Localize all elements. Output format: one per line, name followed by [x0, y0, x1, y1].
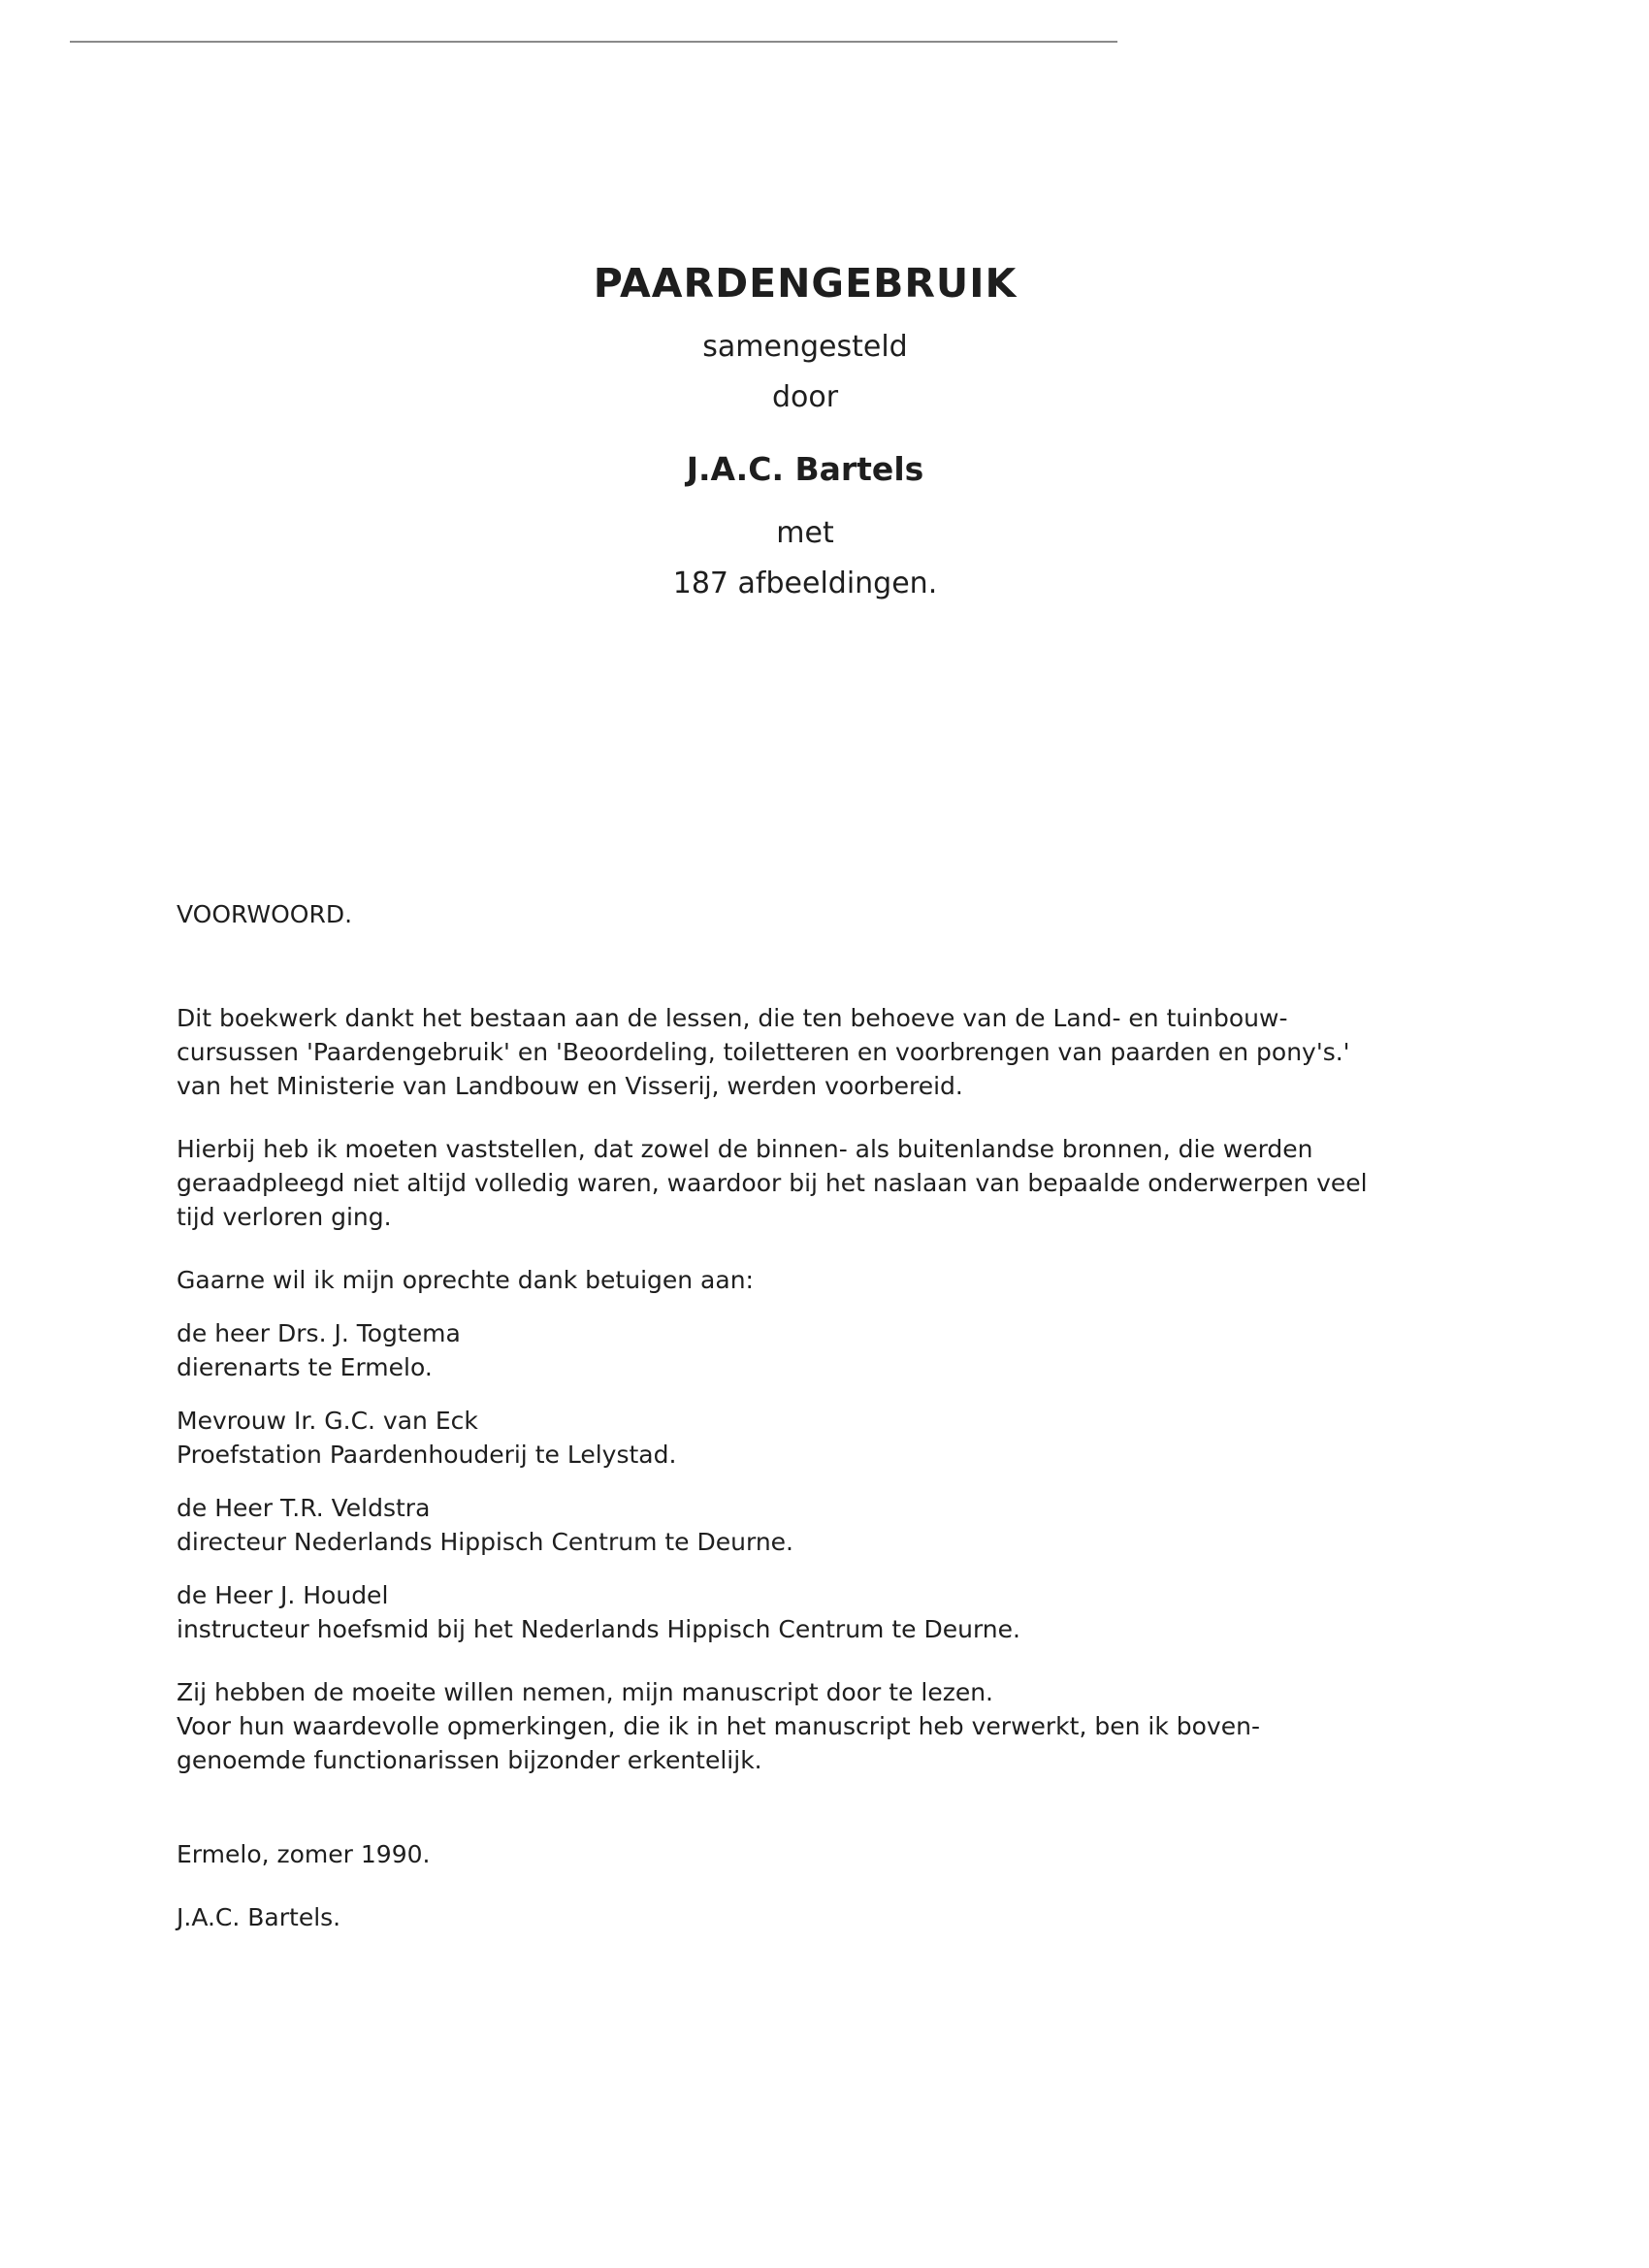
by-label: door: [771, 380, 839, 414]
compiled-label: samengesteld: [702, 330, 908, 364]
foreword-paragraph-1: [177, 1001, 1438, 1103]
text-line: Hierbij heb ik moeten vaststellen, dat zowel de binnen- als buitenlandse bronnen, die werden: [177, 1135, 1313, 1163]
signature: J.A.C. Bartels.: [177, 1903, 341, 1931]
text-line: tijd verloren ging.: [177, 1203, 392, 1231]
illustrations-count: 187 afbeeldingen.: [672, 567, 938, 600]
place-date: Ermelo, zomer 1990.: [177, 1840, 431, 1868]
title-block: [0, 254, 1610, 609]
person-name: de Heer J. Houdel: [177, 1581, 389, 1609]
foreword-paragraph-2: [177, 1132, 1438, 1234]
with-label: met: [776, 516, 834, 550]
acknowledged-person: [177, 1404, 1438, 1472]
person-role: dierenarts te Ermelo.: [177, 1353, 433, 1381]
text-line: geraadpleegd niet altijd volledig waren, waardoor bij het naslaan van bepaalde onderwerpen veel: [177, 1169, 1368, 1197]
person-name: de heer Drs. J. Togtema: [177, 1319, 461, 1347]
book-title: PAARDENGEBRUIK: [593, 260, 1018, 307]
text-line: Voor hun waardevolle opmerkingen, die ik in het manuscript heb verwerkt, ben ik boven-: [177, 1712, 1260, 1740]
person-name: Mevrouw Ir. G.C. van Eck: [177, 1407, 478, 1435]
text-line: van het Ministerie van Landbouw en Visserij, werden voorbereid.: [177, 1072, 963, 1100]
person-name: de Heer T.R. Veldstra: [177, 1494, 431, 1522]
person-role: Proefstation Paardenhouderij te Lelystad.: [177, 1441, 677, 1469]
text-line: Zij hebben de moeite willen nemen, mijn manuscript door te lezen.: [177, 1678, 994, 1706]
author-name: J.A.C. Bartels: [686, 450, 924, 488]
top-rule: [70, 41, 1117, 43]
acknowledged-person: [177, 1491, 1438, 1559]
acknowledged-person: [177, 1578, 1438, 1646]
text-line: Dit boekwerk dankt het bestaan aan de lessen, die ten behoeve van de Land- en tuinbouw-: [177, 1004, 1288, 1032]
thanks-intro: Gaarne wil ik mijn oprechte dank betuigen aan:: [177, 1266, 754, 1294]
acknowledged-person: [177, 1316, 1438, 1384]
person-role: instructeur hoefsmid bij het Nederlands Hippisch Centrum te Deurne.: [177, 1615, 1020, 1643]
closing-paragraph: [177, 1675, 1438, 1777]
person-role: directeur Nederlands Hippisch Centrum te Deurne.: [177, 1528, 793, 1556]
foreword-section: [177, 897, 1438, 1934]
foreword-heading: VOORWOORD.: [177, 900, 353, 928]
text-line: cursussen 'Paardengebruik' en 'Beoordeling, toiletteren en voorbrengen van paarden en pony's.': [177, 1038, 1350, 1066]
text-line: genoemde functionarissen bijzonder erkentelijk.: [177, 1746, 762, 1774]
